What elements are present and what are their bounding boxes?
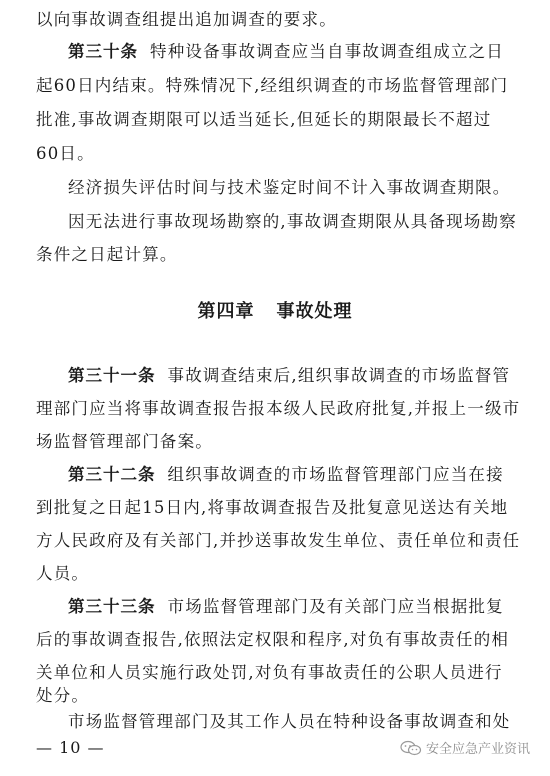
text-line [36,630,518,650]
text-line [36,144,518,164]
line-text: 方人民政府及有关部门,并抄送事故发生单位、责任单位和责任 [36,531,521,550]
text-line [36,245,518,265]
line-text: 市场监督管理部门及其工作人员在特种设备事故调查和处 [68,712,511,731]
wechat-icon [400,740,422,756]
line-text: 理部门应当将事故调查报告报本级人民政府批复,并报上一级市 [36,399,521,418]
watermark [400,738,530,757]
article-30-line [68,42,518,62]
line-text: 批准,事故调查期限可以适当延长,但延长的期限最长不超过 [36,110,492,129]
article-label: 第三十条 [68,42,138,61]
chapter-number: 第四章 [197,301,255,322]
page-number: — 10 — [36,738,105,757]
line-text: 条件之日起计算。 [36,245,178,264]
text-line [36,399,521,419]
text-line [36,564,518,584]
text-line [36,498,518,518]
line-text: 人员。 [36,564,90,583]
line-text: 场监督管理部门备案。 [36,432,213,451]
article-label: 第三十三条 [68,597,156,616]
line-text: 起60日内结束。特殊情况下,经组织调查的市场监督管理部门 [36,76,509,95]
line-text: 因无法进行事故现场勘察的,事故调查期限从具备现场勘察 [68,212,517,231]
text-line [36,110,518,130]
chapter-heading [0,297,550,323]
line-text: 事故调查结束后,组织事故调查的市场监督管 [167,366,511,385]
line-text: 关单位和人员实施行政处罚,对负有事故责任的公职人员进行 [36,663,503,682]
article-31-line [68,366,518,386]
text-line [36,663,518,683]
line-text: 60日。 [36,144,95,163]
article-label: 第三十二条 [68,465,156,484]
line-text: 市场监督管理部门及有关部门应当根据批复 [167,597,504,616]
chapter-title: 事故处理 [276,301,353,322]
text-line [36,686,518,706]
text-line [68,212,518,232]
text-line [36,76,518,96]
line-text: 处分。 [36,686,90,705]
text-line [68,178,518,198]
text-line [36,10,518,30]
line-text: 经济损失评估时间与技术鉴定时间不计入事故调查期限。 [68,178,511,197]
line-text: 以向事故调查组提出追加调查的要求。 [36,10,337,29]
line-text: 组织事故调查的市场监督管理部门应当在接 [167,465,504,484]
text-line [36,432,518,452]
article-32-line [68,465,518,485]
text-line [36,531,521,551]
text-line [68,712,518,732]
line-text: 后的事故调查报告,依照法定权限和程序,对负有事故责任的相 [36,630,510,649]
line-text: 到批复之日起15日内,将事故调查报告及批复意见送达有关地 [36,498,509,517]
line-text: 特种设备事故调查应当自事故调查组成立之日 [150,42,504,61]
article-33-line [68,597,518,617]
watermark-text: 安全应急产业资讯 [425,742,530,757]
article-label: 第三十一条 [68,366,156,385]
